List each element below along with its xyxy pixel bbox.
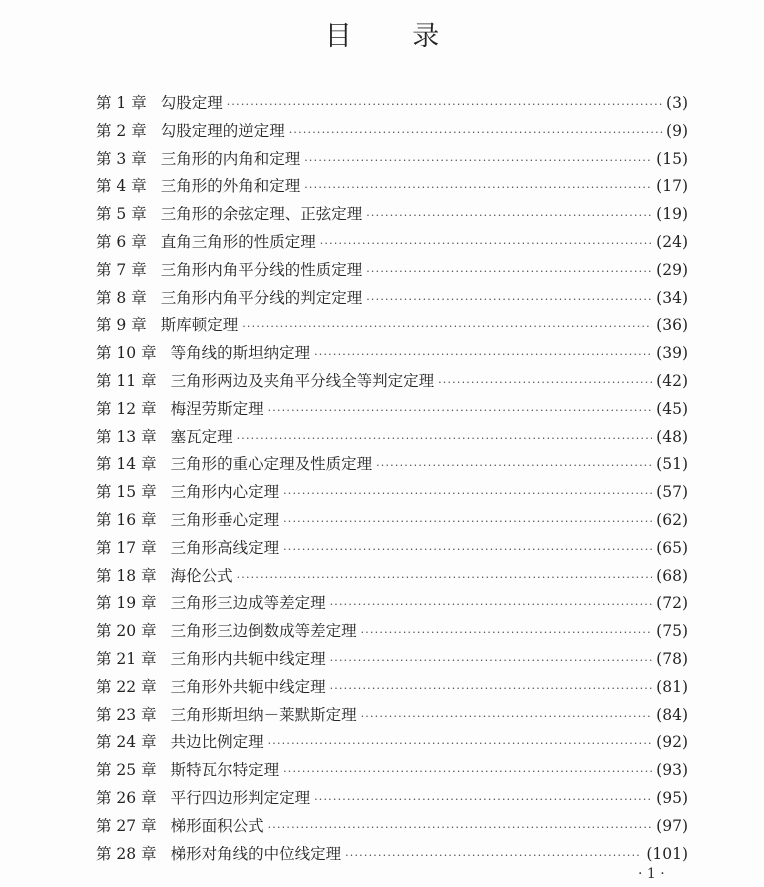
- toc-entry[interactable]: [96, 757, 688, 785]
- chapter-title: 梯形对角线的中位线定理: [170, 844, 342, 863]
- dot-leader: [330, 591, 653, 619]
- toc-entry[interactable]: [96, 229, 688, 257]
- page-number: · 1 ·: [638, 866, 665, 882]
- dot-leader: [242, 313, 652, 341]
- dot-leader: [304, 174, 652, 202]
- dot-leader: [320, 230, 652, 258]
- chapter-number: 第 7 章: [96, 260, 147, 279]
- page-reference: (92): [656, 733, 688, 752]
- toc-entry[interactable]: [96, 173, 688, 201]
- dot-leader: [366, 202, 652, 230]
- chapter-title: 勾股定理的逆定理: [160, 121, 285, 140]
- toc-entry[interactable]: [96, 479, 688, 507]
- chapter-title: 斯库顿定理: [160, 316, 239, 335]
- chapter-title: 海伦公式: [170, 566, 233, 585]
- chapter-title: 三角形外共轭中线定理: [170, 677, 326, 696]
- table-of-contents: [96, 90, 688, 868]
- chapter-number: 第 19 章: [96, 594, 157, 613]
- chapter-title: 三角形高线定理: [170, 538, 280, 557]
- chapter-number: 第 27 章: [96, 816, 157, 835]
- chapter-number: 第 8 章: [96, 288, 147, 307]
- page-reference: (48): [656, 427, 688, 446]
- chapter-number: 第 2 章: [96, 121, 147, 140]
- toc-entry[interactable]: [96, 285, 688, 313]
- page-reference: (78): [656, 649, 688, 668]
- chapter-title: 直角三角形的性质定理: [160, 232, 316, 251]
- dot-leader: [304, 147, 652, 175]
- chapter-title: 勾股定理: [160, 94, 223, 112]
- page-reference: (93): [656, 761, 688, 780]
- page-reference: (68): [656, 566, 688, 585]
- page-reference: (29): [656, 260, 688, 279]
- chapter-title: 梅涅劳斯定理: [170, 399, 264, 418]
- chapter-title: 三角形两边及夹角平分线全等判定定理: [170, 371, 435, 390]
- toc-entry[interactable]: [96, 841, 688, 869]
- chapter-title: 三角形垂心定理: [170, 510, 280, 529]
- toc-entry[interactable]: [96, 813, 688, 841]
- chapter-title: 三角形内角平分线的判定定理: [160, 288, 363, 307]
- page-reference: (81): [656, 677, 688, 696]
- page-reference: (51): [656, 455, 688, 474]
- chapter-number: 第 26 章: [96, 788, 157, 807]
- chapter-title: 三角形三边倒数成等差定理: [170, 622, 357, 641]
- chapter-title: 三角形内心定理: [170, 483, 280, 502]
- toc-entry[interactable]: [96, 702, 688, 730]
- toc-entry[interactable]: [96, 674, 688, 702]
- dot-leader: [268, 397, 653, 425]
- chapter-title: 等角线的斯坦纳定理: [170, 344, 311, 363]
- toc-entry[interactable]: [96, 90, 688, 118]
- chapter-number: 第 16 章: [96, 510, 157, 529]
- dot-leader: [314, 341, 652, 369]
- chapter-number: 第 11 章: [96, 371, 157, 390]
- chapter-number: 第 4 章: [96, 177, 147, 196]
- chapter-title: 斯特瓦尔特定理: [170, 761, 280, 780]
- toc-entry[interactable]: [96, 312, 688, 340]
- chapter-title: 三角形的外角和定理: [160, 177, 301, 196]
- toc-entry[interactable]: [96, 563, 688, 591]
- toc-entry[interactable]: [96, 118, 688, 146]
- page-reference: (3): [666, 94, 688, 112]
- page-title: 目 录: [324, 21, 466, 52]
- chapter-number: 第 18 章: [96, 566, 157, 585]
- dot-leader: [283, 508, 652, 536]
- page-reference: (75): [656, 622, 688, 641]
- toc-entry[interactable]: [96, 146, 688, 174]
- toc-entry[interactable]: [96, 646, 688, 674]
- page-reference: (97): [656, 816, 688, 835]
- page-reference: (62): [656, 510, 688, 529]
- page-reference: (17): [656, 177, 688, 196]
- chapter-number: 第 24 章: [96, 733, 157, 752]
- dot-leader: [283, 536, 652, 564]
- chapter-title: 梯形面积公式: [170, 816, 264, 835]
- page-reference: (24): [656, 232, 688, 251]
- dot-leader: [237, 564, 653, 592]
- toc-entry[interactable]: [96, 340, 688, 368]
- toc-entry[interactable]: [96, 201, 688, 229]
- chapter-title: 三角形的重心定理及性质定理: [170, 455, 373, 474]
- chapter-number: 第 23 章: [96, 705, 157, 724]
- toc-entry[interactable]: [96, 535, 688, 563]
- chapter-number: 第 3 章: [96, 149, 147, 168]
- chapter-number: 第 17 章: [96, 538, 157, 557]
- dot-leader: [227, 91, 662, 119]
- dot-leader: [314, 786, 652, 814]
- dot-leader: [330, 647, 653, 675]
- dot-leader: [345, 842, 642, 870]
- chapter-title: 塞瓦定理: [170, 427, 233, 446]
- chapter-title: 三角形三边成等差定理: [170, 594, 326, 613]
- chapter-number: 第 21 章: [96, 649, 157, 668]
- chapter-number: 第 25 章: [96, 761, 157, 780]
- dot-leader: [366, 258, 652, 286]
- toc-entry[interactable]: [96, 618, 688, 646]
- chapter-number: 第 13 章: [96, 427, 157, 446]
- chapter-number: 第 20 章: [96, 622, 157, 641]
- dot-leader: [283, 758, 652, 786]
- dot-leader: [361, 619, 653, 647]
- dot-leader: [438, 369, 652, 397]
- toc-entry[interactable]: [96, 424, 688, 452]
- chapter-title: 共边比例定理: [170, 733, 264, 752]
- page-reference: (15): [656, 149, 688, 168]
- toc-entry[interactable]: [96, 451, 688, 479]
- chapter-title: 三角形内角平分线的性质定理: [160, 260, 363, 279]
- chapter-title: 三角形斯坦纳－莱默斯定理: [170, 705, 357, 724]
- dot-leader: [268, 814, 653, 842]
- toc-entry[interactable]: [96, 785, 688, 813]
- chapter-title: 平行四边形判定定理: [170, 788, 311, 807]
- page-reference: (34): [656, 288, 688, 307]
- page-reference: (42): [656, 371, 688, 390]
- dot-leader: [237, 425, 653, 453]
- chapter-number: 第 22 章: [96, 677, 157, 696]
- page-reference: (57): [656, 483, 688, 502]
- toc-entry[interactable]: [96, 729, 688, 757]
- dot-leader: [283, 480, 652, 508]
- toc-entry[interactable]: [96, 368, 688, 396]
- chapter-number: 第 10 章: [96, 344, 157, 363]
- toc-entry[interactable]: [96, 257, 688, 285]
- page-reference: (72): [656, 594, 688, 613]
- dot-leader: [330, 675, 653, 703]
- dot-leader: [366, 286, 652, 314]
- chapter-number: 第 12 章: [96, 399, 157, 418]
- chapter-title: 三角形内共轭中线定理: [170, 649, 326, 668]
- chapter-number: 第 14 章: [96, 455, 157, 474]
- chapter-number: 第 6 章: [96, 232, 147, 251]
- page-reference: (65): [656, 538, 688, 557]
- page-reference: (45): [656, 399, 688, 418]
- page-reference: (9): [666, 121, 688, 140]
- dot-leader: [376, 452, 652, 480]
- chapter-number: 第 9 章: [96, 316, 147, 335]
- page-reference: (95): [656, 788, 688, 807]
- chapter-title: 三角形的内角和定理: [160, 149, 301, 168]
- page-reference: (36): [656, 316, 688, 335]
- dot-leader: [268, 730, 653, 758]
- chapter-number: 第 5 章: [96, 205, 147, 224]
- toc-entry[interactable]: [96, 590, 688, 618]
- chapter-number: 第 28 章: [96, 844, 157, 863]
- page-reference: (84): [656, 705, 688, 724]
- chapter-number: 第 15 章: [96, 483, 157, 502]
- page-reference: (19): [656, 205, 688, 224]
- page-reference: (101): [646, 844, 688, 863]
- chapter-title: 三角形的余弦定理、正弦定理: [160, 205, 363, 224]
- page-reference: (39): [656, 344, 688, 363]
- chapter-number: 第 1 章: [96, 94, 147, 112]
- toc-entry[interactable]: [96, 507, 688, 535]
- dot-leader: [361, 703, 653, 731]
- dot-leader: [289, 119, 662, 147]
- toc-entry[interactable]: [96, 396, 688, 424]
